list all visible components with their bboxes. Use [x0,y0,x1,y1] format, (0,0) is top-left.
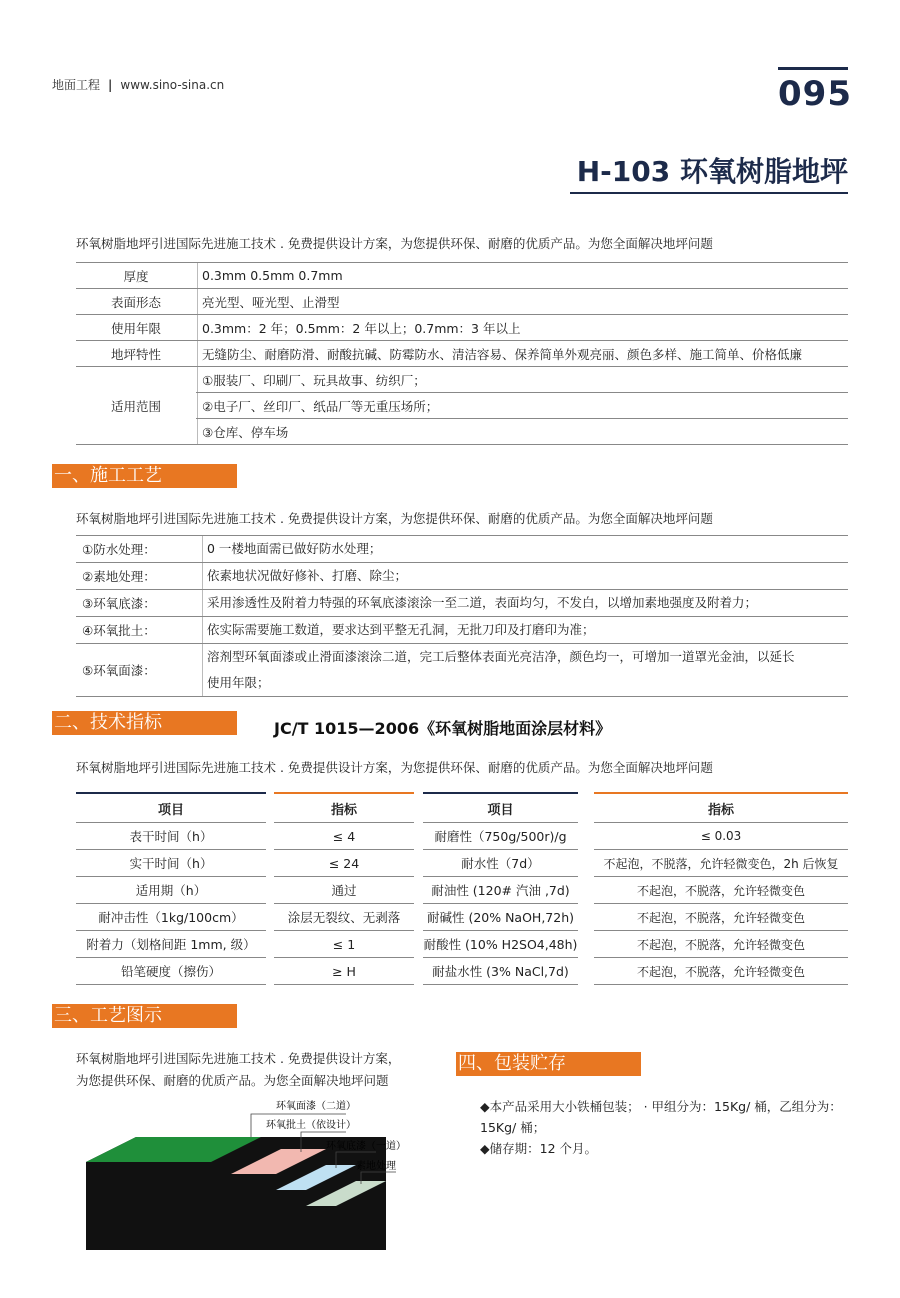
spec-key: 厚度 [76,263,197,289]
tech-index: 涂层无裂纹、无剥落 [274,904,414,931]
standard-title: JC/T 1015—2006《环氧树脂地面涂层材料》 [274,719,612,738]
layer-label-primer: 环氧底漆（一道） [326,1141,406,1152]
bullet-icon: ◆ [480,1099,490,1114]
page-title: H-103 环氧树脂地坪 [576,155,848,188]
tech-item: 铅笔硬度（擦伤） [76,958,266,985]
table-row [274,958,414,985]
tech-index: ≥ H [274,958,414,985]
tech-item: 耐酸性 (10% H2SO4,48h) [423,931,578,958]
spec-value: ①服装厂、印刷厂、玩具故事、纺织厂； [198,367,849,393]
header-separator: | [108,78,113,92]
section-title: 一、施工工艺 [54,465,162,486]
table-row [76,536,848,563]
layer-label-putty: 环氧批土（依设计） [266,1120,356,1131]
tech-index: ≤ 24 [274,850,414,877]
table-row [594,931,848,958]
table-row [274,931,414,958]
packaging-list [480,1096,850,1159]
table-row [76,367,848,393]
table-row [594,850,848,877]
table-row [76,563,848,590]
section-band-diagram [52,1004,237,1028]
table-row [76,341,848,367]
tech-table-left-items [76,792,266,985]
step-key: ⑤环氧面漆： [76,644,203,697]
tech-item: 附着力（划格间距 1mm, 级） [76,931,266,958]
col-header: 指标 [594,793,848,823]
tech-index: 不起泡，不脱落，允许轻微变色 [594,958,848,985]
section2-intro: 环氧树脂地坪引进国际先进施工技术 . 免费提供设计方案，为您提供环保、耐磨的优质产品。为您全面解决地坪问题 [76,760,713,775]
spec-value: 亮光型、哑光型、止滑型 [198,289,849,315]
table-row [594,877,848,904]
step-key: ④环氧批土： [76,617,203,644]
tech-table-left-index [274,792,414,985]
layer-diagram [86,1092,416,1252]
layer-label-topcoat: 环氧面漆（二道） [276,1101,356,1112]
spec-value: ③仓库、停车场 [198,419,849,445]
section-title: 四、包装贮存 [458,1053,566,1074]
step-value: 采用渗透性及附着力特强的环氧底漆滚涂一至二道，表面均匀，不发白，以增加素地强度及附着力； [203,590,849,617]
table-row [274,823,414,850]
tech-index: 不起泡，不脱落，允许轻微变色，2h 后恢复 [594,850,848,877]
table-row [76,590,848,617]
step-value: 溶剂型环氧面漆或止滑面漆滚涂二道，完工后整体表面光亮洁净，颜色均一，可增加一道罩光金油，以延长 [207,649,795,664]
category-label: 地面工程 [52,78,101,92]
tech-table-right-index [594,792,848,985]
tech-index: 不起泡，不脱落，允许轻微变色 [594,904,848,931]
bullet-icon: ◆ [480,1141,490,1156]
col-header: 指标 [274,793,414,823]
table-row [76,644,848,697]
table-row [76,877,266,904]
table-row [76,904,266,931]
spec-value: 0.3mm 0.5mm 0.7mm [198,263,849,289]
process-table [76,535,848,697]
spec-key: 地坪特性 [76,341,197,367]
website-link[interactable]: www.sino-sina.cn [120,78,225,92]
table-row [594,958,848,985]
title-underline [570,192,848,194]
section1-intro: 环氧树脂地坪引进国际先进施工技术 . 免费提供设计方案，为您提供环保、耐磨的优质产品。为您全面解决地坪问题 [76,511,713,526]
table-row [423,850,578,877]
tech-item: 实干时间（h） [76,850,266,877]
table-row [76,823,266,850]
tech-index: ≤ 4 [274,823,414,850]
spec-table [76,262,848,445]
section3-intro-line: 环氧树脂地坪引进国际先进施工技术 . 免费提供设计方案， [76,1051,401,1066]
tech-index: ≤ 0.03 [594,823,848,850]
spec-value: ②电子厂、丝印厂、纸品厂等无重压场所； [198,393,849,419]
tech-item: 耐冲击性（1kg/100cm） [76,904,266,931]
table-row [594,823,848,850]
table-row [423,877,578,904]
step-key: ③环氧底漆： [76,590,203,617]
page-number-rule [778,67,848,70]
step-value: 依实际需要施工数道，要求达到平整无孔洞，无批刀印及打磨印为准； [203,617,849,644]
list-item-text: 储存期：12 个月。 [489,1141,598,1156]
table-row [274,904,414,931]
section3-intro-line: 为您提供环保、耐磨的优质产品。为您全面解决地坪问题 [76,1073,389,1088]
section3-intro [76,1048,400,1092]
table-row [76,289,848,315]
tech-item: 耐碱性 (20% NaOH,72h) [423,904,578,931]
table-row [274,877,414,904]
table-row [76,958,266,985]
tech-index: ≤ 1 [274,931,414,958]
col-header: 项目 [423,793,578,823]
table-row [423,931,578,958]
section-band-tech [52,711,237,735]
spec-key: 适用范围 [76,367,197,445]
step-value: 依素地状况做好修补、打磨、除尘； [203,563,849,590]
page-number: 095 [778,74,852,114]
step-value-cont: 使用年限； [207,675,270,690]
section-band-packaging [456,1052,641,1076]
list-item [480,1096,850,1138]
tech-index: 通过 [274,877,414,904]
list-item-text: 本产品采用大小铁桶包装； · 甲组分为：15Kg/ 桶，乙组分为：15Kg/ 桶； [480,1099,842,1135]
tech-item: 耐盐水性 (3% NaCl,7d) [423,958,578,985]
list-item [480,1138,850,1159]
table-row [76,931,266,958]
tech-item: 耐油性 (120# 汽油 ,7d) [423,877,578,904]
table-row [423,958,578,985]
tech-item: 耐磨性（750g/500r)/g [423,823,578,850]
page-header [52,76,224,93]
table-row [423,823,578,850]
section-title: 三、工艺图示 [54,1005,162,1026]
layer-label-substrate: 素地处理 [356,1161,396,1172]
tech-index: 不起泡，不脱落，允许轻微变色 [594,877,848,904]
step-key: ①防水处理： [76,536,203,563]
spec-key: 表面形态 [76,289,197,315]
spec-key: 使用年限 [76,315,197,341]
section-band-construction [52,464,237,488]
tech-item: 表干时间（h） [76,823,266,850]
spec-value: 无缝防尘、耐磨防滑、耐酸抗碱、防霉防水、清洁容易、保养简单外观亮丽、颜色多样、施工简单、价格低廉 [198,341,849,367]
intro-text: 环氧树脂地坪引进国际先进施工技术 . 免费提供设计方案，为您提供环保、耐磨的优质产品。为您全面解决地坪问题 [76,236,713,251]
col-header: 项目 [76,793,266,823]
table-row [76,617,848,644]
step-value: 0 一楼地面需已做好防水处理； [203,536,849,563]
section-title: 二、技术指标 [54,712,162,733]
table-row [274,850,414,877]
table-row [594,904,848,931]
step-key: ②素地处理： [76,563,203,590]
table-row [76,315,848,341]
tech-table-right-items [423,792,578,985]
table-row [76,850,266,877]
spec-value: 0.3mm：2 年；0.5mm：2 年以上；0.7mm：3 年以上 [198,315,849,341]
tech-item: 适用期（h） [76,877,266,904]
table-row [76,263,848,289]
tech-index: 不起泡，不脱落，允许轻微变色 [594,931,848,958]
table-row [423,904,578,931]
tech-item: 耐水性（7d） [423,850,578,877]
